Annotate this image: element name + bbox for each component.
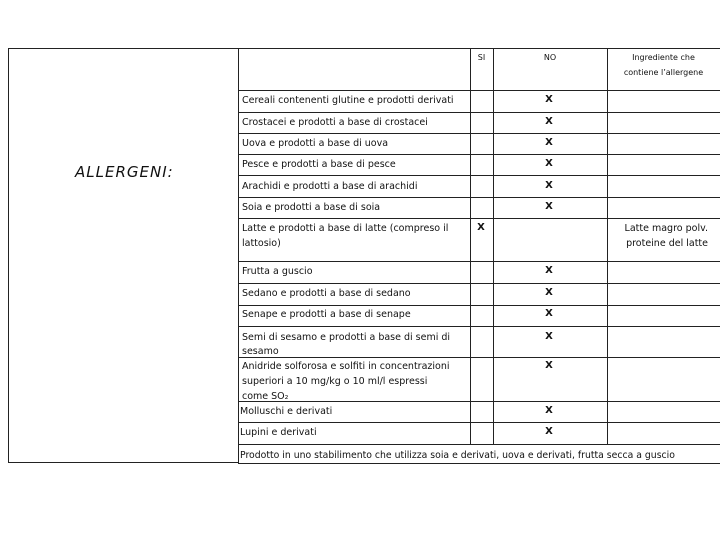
- allergen-label: Arachidi e prodotti a base di arachidi: [242, 181, 418, 192]
- allergen-label: Uova e prodotti a base di uova: [242, 138, 389, 149]
- allergen-label: Crostacei e prodotti a base di crostacei: [242, 117, 428, 128]
- row-divider: [238, 133, 720, 134]
- row-divider: [238, 218, 720, 219]
- allergen-label: Frutta a guscio: [242, 266, 313, 277]
- allergen-label-line3: come SO₂: [242, 391, 289, 402]
- header-no: NO: [543, 53, 557, 62]
- no-mark: X: [545, 331, 553, 342]
- no-mark: X: [545, 287, 553, 298]
- allergen-label-line1: Anidride solforosa e solfiti in concentrazioni: [242, 361, 450, 372]
- row-divider: [238, 261, 720, 262]
- no-mark: X: [545, 94, 553, 105]
- allergen-label: Soia e prodotti a base di soia: [242, 202, 381, 213]
- no-mark: X: [545, 426, 553, 437]
- header-bottom-border: [238, 90, 720, 91]
- no-mark: X: [545, 265, 553, 276]
- no-mark: X: [545, 405, 553, 416]
- footer-note: Prodotto in uno stabilimento che utilizza soia e derivati, uova e derivati, frutta secca a guscio: [240, 450, 675, 461]
- header-ingredient-line1: Ingrediente che: [632, 53, 695, 62]
- row-divider: [238, 197, 720, 198]
- no-mark: X: [545, 137, 553, 148]
- si-no-divider: [493, 48, 494, 444]
- no-mark: X: [545, 180, 553, 191]
- header-ingredient-line2: contiene l’allergene: [623, 68, 704, 77]
- no-mark: X: [545, 308, 553, 319]
- no-mark: X: [545, 201, 553, 212]
- row-divider: [238, 357, 720, 358]
- allergen-label-line2: superiori a 10 mg/kg o 10 ml/l espressi: [242, 376, 428, 387]
- row-divider: [238, 112, 720, 113]
- row-divider: [238, 422, 720, 423]
- row-divider: [238, 326, 720, 327]
- no-mark: X: [545, 116, 553, 127]
- allergen-label-line2: sesamo: [242, 346, 279, 357]
- si-mark: X: [477, 222, 485, 233]
- ingredient-line2: proteine del latte: [626, 238, 708, 249]
- allergen-label: Sedano e prodotti a base di sedano: [242, 288, 411, 299]
- allergeni-label: ALLERGENI:: [75, 163, 174, 181]
- allergen-label-line1: Semi di sesamo e prodotti a base di semi di: [242, 332, 451, 343]
- allergen-label-line2: lattosio): [242, 238, 281, 249]
- row-divider: [238, 305, 720, 306]
- allergen-label: Pesce e prodotti a base di pesce: [242, 159, 396, 170]
- row-divider: [238, 175, 720, 176]
- no-mark: X: [545, 158, 553, 169]
- si-column-left-border: [470, 48, 471, 444]
- row-divider: [238, 154, 720, 155]
- allergen-label: Lupini e derivati: [240, 427, 317, 438]
- no-mark: X: [545, 360, 553, 371]
- row-divider: [238, 283, 720, 284]
- allergen-label: Cereali contenenti glutine e prodotti derivati: [242, 95, 454, 106]
- allergen-label-line1: Latte e prodotti a base di latte (compreso il: [242, 223, 449, 234]
- row-divider: [238, 401, 720, 402]
- allergen-side-panel: [8, 48, 238, 463]
- table-bottom-border: [238, 444, 720, 445]
- ingredient-line1: Latte magro polv.: [624, 223, 708, 234]
- footer-bottom-border: [238, 463, 720, 464]
- allergen-label: Molluschi e derivati: [240, 406, 333, 417]
- allergen-label: Senape e prodotti a base di senape: [242, 309, 411, 320]
- header-si: SI: [477, 53, 486, 62]
- top-border: [238, 48, 720, 49]
